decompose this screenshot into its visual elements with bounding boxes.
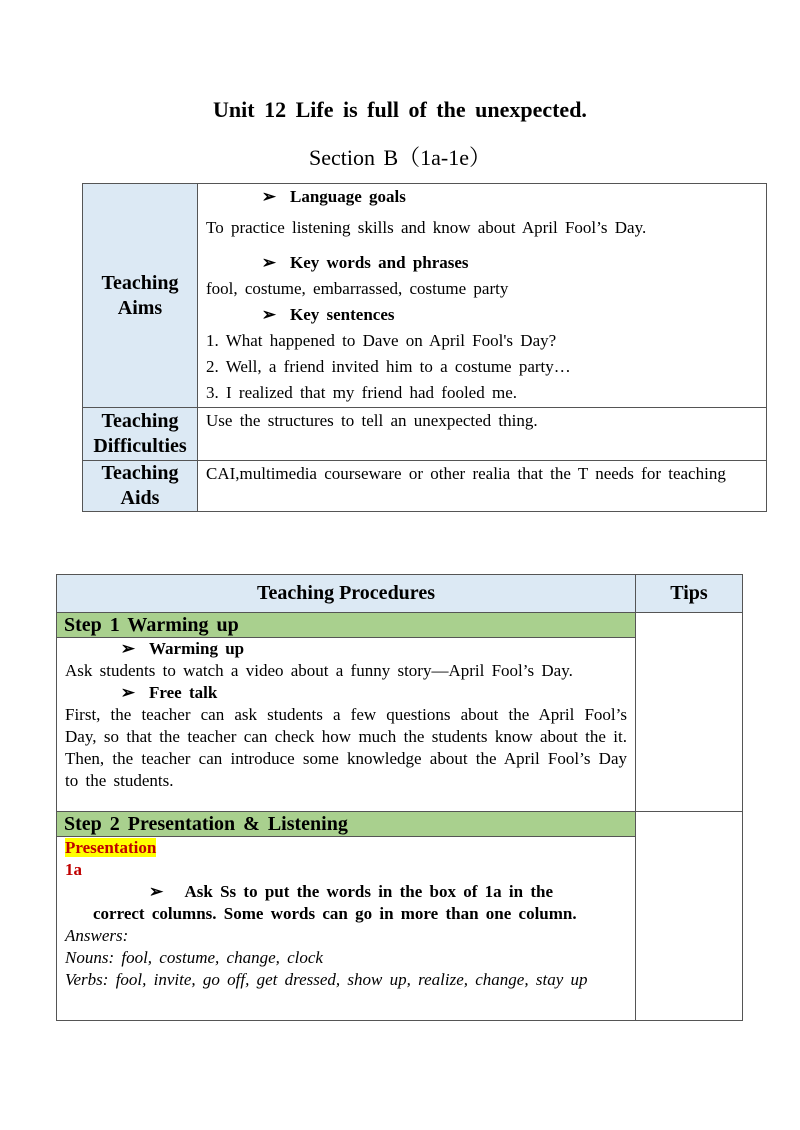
step1-tips-cell xyxy=(636,613,743,812)
presentation-label: Presentation xyxy=(65,838,157,857)
key-sentence-2: 2. Well, a friend invited him to a costume party… xyxy=(206,357,571,376)
bullet-arrow-icon: ➢ xyxy=(261,187,276,206)
bullet-arrow-icon: ➢ xyxy=(261,253,276,272)
teaching-difficulties-label: Teaching Difficulties xyxy=(83,408,198,461)
step1-title: Step 1 Warming up xyxy=(57,613,636,638)
key-sentence-1: 1. What happened to Dave on April Fool's Day? xyxy=(206,331,557,350)
teaching-procedures-table xyxy=(56,574,743,1021)
language-goals-heading: Language goals xyxy=(290,187,406,206)
warming-up-text: Ask students to watch a video about a funny story—April Fool’s Day. xyxy=(65,661,573,680)
tips-header: Tips xyxy=(636,575,743,613)
step1-body xyxy=(57,638,636,812)
free-talk-heading: Free talk xyxy=(149,683,218,702)
bullet-arrow-icon: ➢ xyxy=(120,639,135,658)
document-title: Unit 12 Life is full of the unexpected. xyxy=(213,97,587,122)
free-talk-text: First, the teacher can ask students a few questions about the April Fool’s Day, so that the teacher can check how much the students know about the it. Then, the teacher can introduce some knowledge about the April Fool’s Day to the students. xyxy=(65,705,627,790)
teaching-aids-text: CAI,multimedia courseware or other realia that the T needs for teaching xyxy=(198,461,767,512)
key-sentence-3: 3. I realized that my friend had fooled me. xyxy=(206,383,517,402)
language-goals-text: To practice listening skills and know about April Fool’s Day. xyxy=(206,218,647,237)
document-subtitle: Section B（1a-1e） xyxy=(308,145,492,170)
key-words-heading: Key words and phrases xyxy=(290,253,469,272)
verbs-answer: Verbs: fool, invite, go off, get dressed, show up, realize, change, stay up xyxy=(65,970,588,989)
step2-title: Step 2 Presentation & Listening xyxy=(57,812,636,837)
warming-up-heading: Warming up xyxy=(149,639,245,658)
instruction-text: Ask Ss to put the words in the box of 1a in the correct columns. Some words can go in more than one column. xyxy=(93,882,577,923)
step2-body xyxy=(57,837,636,1021)
bullet-arrow-icon: ➢ xyxy=(120,683,135,702)
activity-label: 1a xyxy=(65,860,82,879)
bullet-arrow-icon: ➢ xyxy=(149,882,164,901)
answers-label: Answers: xyxy=(65,926,129,945)
bullet-arrow-icon: ➢ xyxy=(261,305,276,324)
teaching-aims-content xyxy=(198,184,767,408)
key-sentences-heading: Key sentences xyxy=(290,305,395,324)
step2-tips-cell xyxy=(636,812,743,1021)
teaching-aids-label: Teaching Aids xyxy=(83,461,198,512)
teaching-difficulties-text: Use the structures to tell an unexpected thing. xyxy=(198,408,767,461)
teaching-aims-table xyxy=(82,183,767,512)
key-words-text: fool, costume, embarrassed, costume party xyxy=(206,279,509,298)
nouns-answer: Nouns: fool, costume, change, clock xyxy=(65,948,323,967)
teaching-aims-label: Teaching Aims xyxy=(83,184,198,408)
procedures-header: Teaching Procedures xyxy=(57,575,636,613)
